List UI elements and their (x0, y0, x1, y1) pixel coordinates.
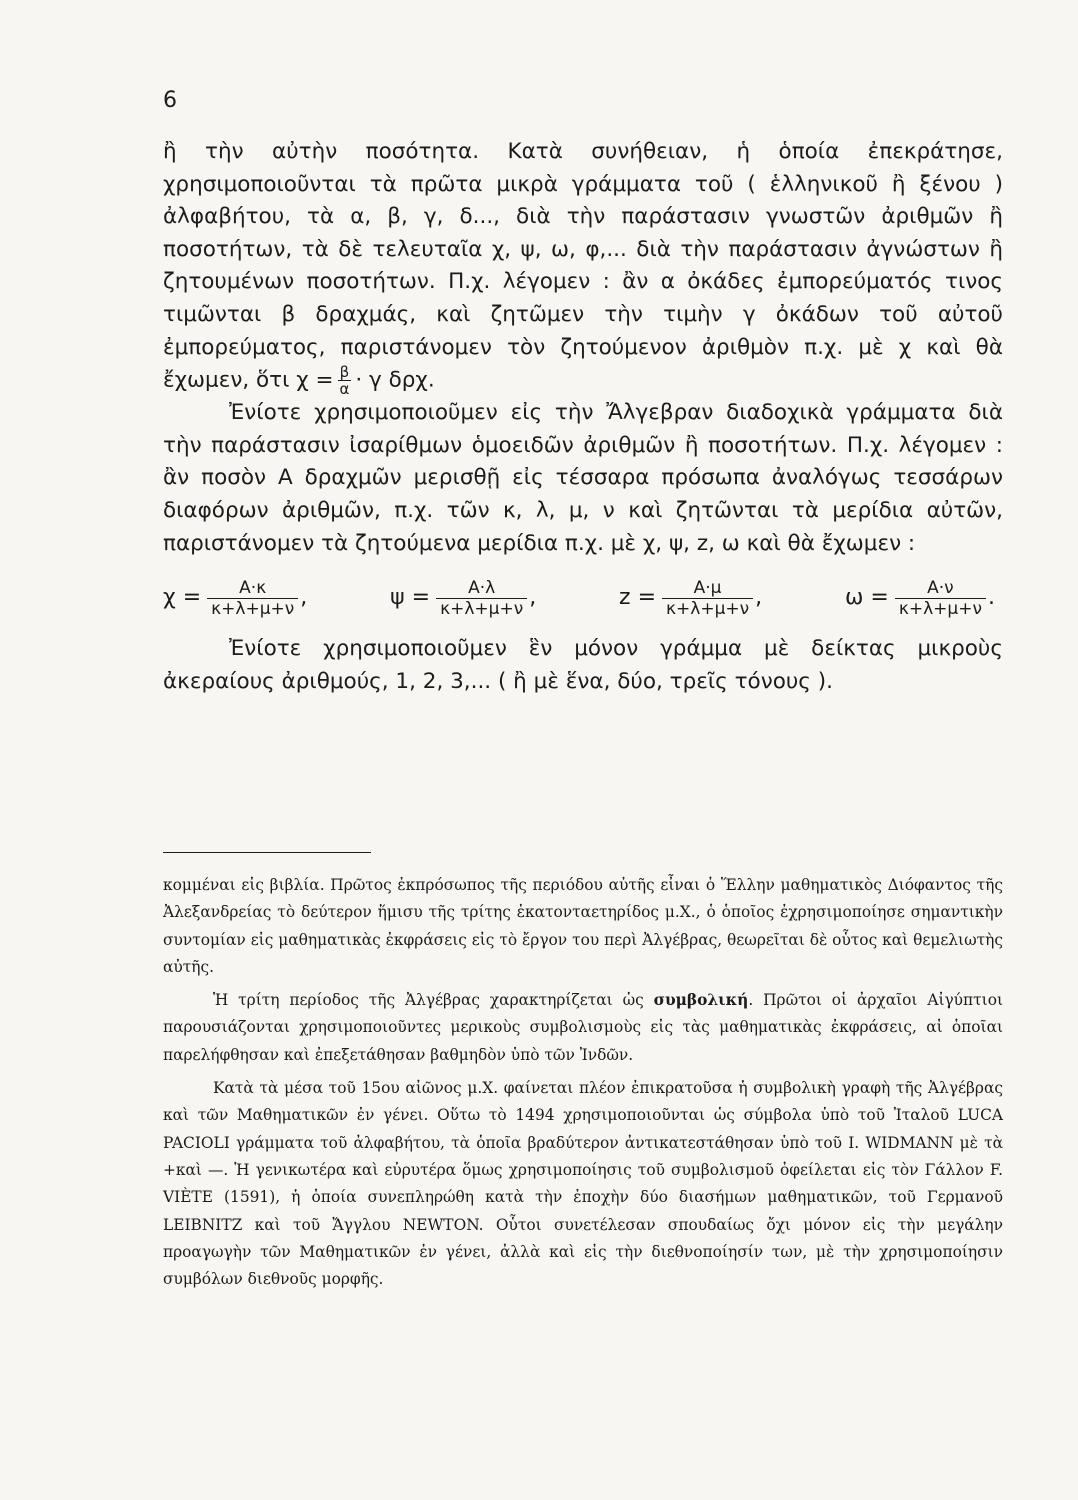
footnote-2 (163, 987, 1003, 1069)
formula-fraction (436, 578, 527, 619)
footnotes (163, 872, 1003, 1293)
formula-separator: , (300, 585, 308, 611)
paragraph-1-text: ἢ τὴν αὐτὴν ποσότητα. Κατὰ συνήθειαν, ἡ ὁποία ἐπεκράτησε, χρησιμοποιοῦνται τὰ πρῶτα μικρὰ γράμματα τοῦ ( ἑλληνικοῦ ἢ ξένου ) ἀλφαβήτου, τὰ α, β, γ, δ..., διὰ τὴν παράστασιν γνωστῶν ἀριθμῶν ἢ ποσοτήτων, τὰ δὲ τελευταῖα χ, ψ, ω, φ,... διὰ τὴν παράστασιν ἀγνώστων ἢ ζητουμένων ποσοτήτων. Π.χ. λέγομεν : ἂν α ὀκάδες ἐμπορεύματός τινος τιμῶνται β δραχμάς, καὶ ζητῶμεν τὴν τιμὴν γ ὀκάδων τοῦ αὐτοῦ ἐμπορεύματος, παριστάνομεν τὸν ζητούμενον ἀριθμὸν π.χ. μὲ χ καὶ θὰ ἔχωμεν, ὅτι χ = (163, 139, 1003, 393)
formula-separator: , (755, 585, 763, 611)
formula-numerator: Α·λ (436, 578, 527, 599)
formula-lhs: ψ = (390, 585, 431, 611)
footnote-1: κομμέναι εἰς βιβλία. Πρῶτος ἐκπρόσωπος τῆς περιόδου αὐτῆς εἶναι ὁ Ἕλλην μαθηματικὸς Διόφαντος τῆς Ἀλεξανδρείας τὸ δεύτερον ἥμισυ τῆς τρίτης ἑκατονταετηρίδος μ.Χ., ὁ ὁποῖος ἐχρησιμοποίησε σημαντικὴν συντομίαν εἰς μαθηματικὰς ἐκφράσεις εἰς τὸ ἔργον του περὶ Ἀλγέβρας, θεωρεῖται δὲ οὗτος καὶ θεμελιωτὴς αὐτῆς. (163, 876, 1003, 976)
footnote-2-text: Ἡ τρίτη περίοδος τῆς Ἀλγέβρας χαρακτηρίζεται ὡς (213, 991, 654, 1010)
formula-lhs: ω = (844, 585, 889, 611)
paragraph-1-tail: · γ δρχ. (355, 367, 435, 393)
inline-fraction-denominator: α (339, 380, 350, 399)
formula-numerator: Α·κ (207, 578, 298, 599)
footnote-2-tail: . Πρῶτοι οἱ ἀρχαῖοι Αἰγύπτιοι παρουσιάζονται χρησιμοποιοῦντες μερικοὺς συμβολισμοὺς εἰς τὰς μαθηματικὰς ἐκφράσεις, αἱ ὁποῖαι παρελήφθησαν καὶ ἐπεξετάθησαν βαθμηδὸν ὑπὸ τῶν Ἰνδῶν. (163, 991, 1003, 1064)
formula-z (619, 578, 762, 619)
formula-lhs: χ = (163, 585, 202, 611)
main-text (163, 136, 1003, 698)
paragraph-1 (163, 136, 1003, 397)
formula-denominator: κ+λ+μ+ν (440, 599, 524, 620)
page-number: 6 (163, 88, 177, 113)
formula-x (163, 578, 307, 619)
formula-fraction (207, 578, 298, 619)
paragraph-3: Ἐνίοτε χρησιμοποιοῦμεν ἓν μόνον γράμμα μὲ δείκτας μικροὺς ἀκεραίους ἀριθμούς, 1, 2, 3,... ( ἢ μὲ ἕνα, δύο, τρεῖς τόνους ). (163, 636, 1003, 694)
footnote-2-emphasis: συμβολική (653, 991, 749, 1010)
footnote-3: Κατὰ τὰ μέσα τοῦ 15ου αἰῶνος μ.Χ. φαίνεται πλέον ἐπικρατοῦσα ἡ συμβολικὴ γραφὴ τῆς Ἀλγέβρας καὶ τῶν Μαθηματικῶν ἐν γένει. Οὕτω τὸ 1494 χρησιμοποιοῦνται ὡς σύμβολα ὑπὸ τοῦ Ἰταλοῦ LUCA PACIOLI γράμματα τοῦ ἀλφαβήτου, τὰ ὁποῖα βραδύτερον ἀντικατεστάθησαν ὑπὸ τοῦ Ι. WIDMANN μὲ τὰ +καὶ —. Ἡ γενικωτέρα καὶ εὐρυτέρα ὅμως χρησιμοποίησις τοῦ συμβολισμοῦ ὀφείλεται εἰς τὸν Γάλλον F. VIÈTE (1591), ἡ ὁποία συνεπληρώθη κατὰ τὴν ἐποχὴν δύο διασήμων μαθηματικῶν, τοῦ Γερμανοῦ LEIBNITZ καὶ τοῦ Ἄγγλου NEWTON. Οὗτοι συνετέλεσαν σπουδαίως ὄχι μόνον εἰς τὴν μεγάλην προαγωγὴν τῶν Μαθηματικῶν ἐν γένει, ἀλλὰ καὶ εἰς τὴν διεθνοποίησίν των, μὲ τὴν χρησιμοποίησιν συμβόλων διεθνοῦς μορφῆς. (163, 1079, 1003, 1289)
formula-numerator: Α·ν (895, 578, 986, 599)
formula-fraction (895, 578, 986, 619)
formula-fraction (662, 578, 753, 619)
formula-psi (390, 578, 536, 619)
formula-row (163, 578, 1003, 619)
inline-fraction (338, 364, 352, 397)
formula-denominator: κ+λ+μ+ν (211, 599, 295, 620)
footnote-divider (163, 852, 371, 853)
formula-separator: . (987, 585, 995, 611)
paragraph-2: Ἐνίοτε χρησιμοποιοῦμεν εἰς τὴν Ἄλγεβραν διαδοχικὰ γράμματα διὰ τὴν παράστασιν ἰσαρίθμων ὁμοειδῶν ἀριθμῶν ἢ ποσοτήτων. Π.χ. λέγομεν : ἂν ποσὸν Α δραχμῶν μερισθῇ εἰς τέσσαρα πρόσωπα ἀναλόγως τεσσάρων διαφόρων ἀριθμῶν, π.χ. τῶν κ, λ, μ, ν καὶ ζητῶνται τὰ μερίδια αὐτῶν, παριστάνομεν τὰ ζητούμενα μερίδια π.χ. μὲ χ, ψ, z, ω καὶ θὰ ἔχωμεν : (163, 400, 1003, 556)
formula-denominator: κ+λ+μ+ν (666, 599, 750, 620)
formula-lhs: z = (619, 585, 657, 611)
inline-fraction-numerator: β (338, 364, 352, 381)
formula-denominator: κ+λ+μ+ν (898, 599, 982, 620)
formula-omega (845, 578, 995, 619)
formula-separator: , (529, 585, 537, 611)
formula-numerator: Α·μ (662, 578, 753, 599)
